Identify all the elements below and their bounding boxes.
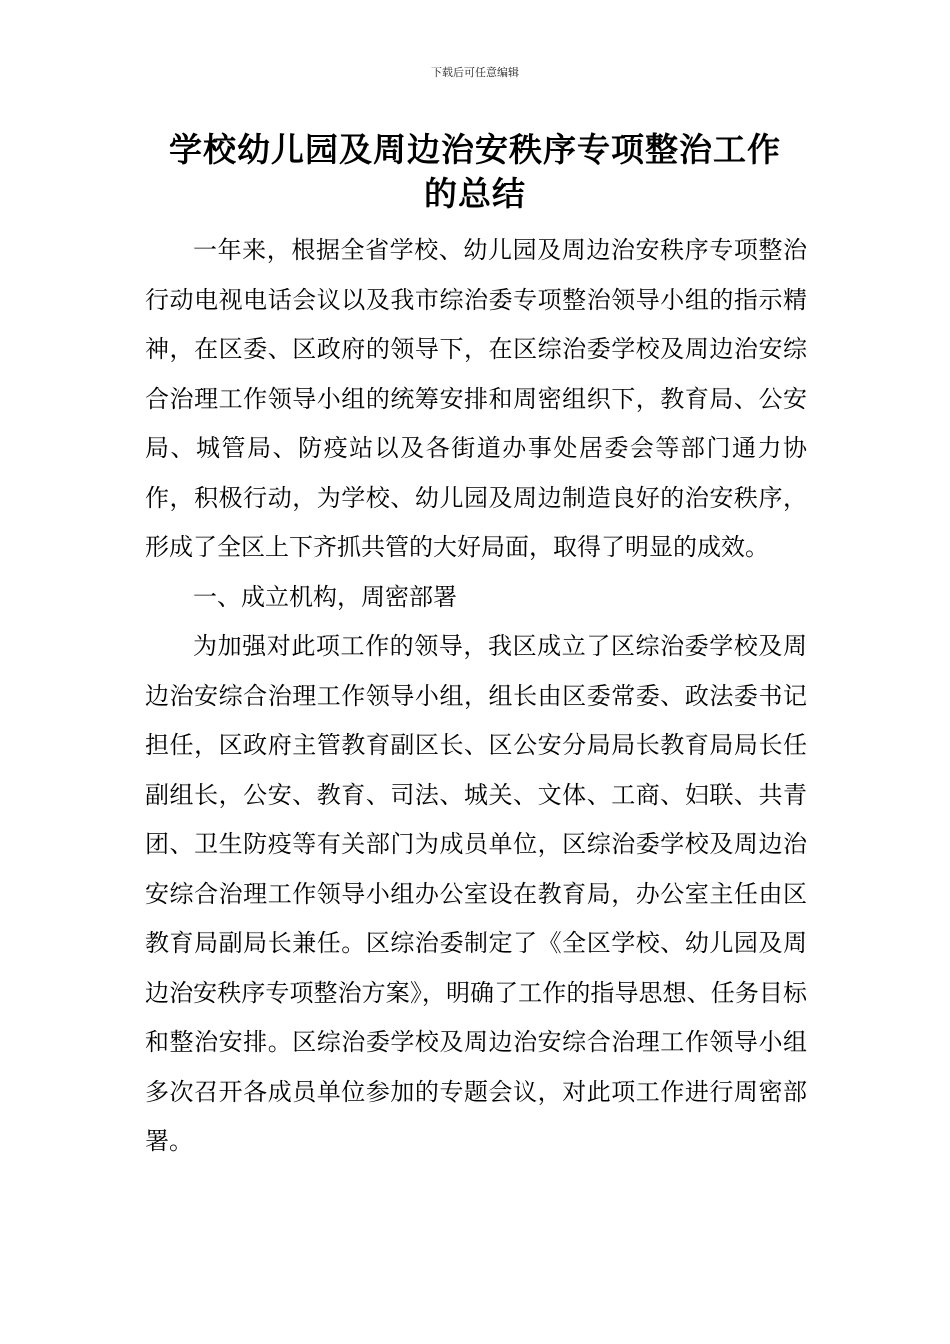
paragraph-intro: 一年来，根据全省学校、幼儿园及周边治安秩序专项整治行动电视电话会议以及我市综治委专项整治领导小组的指示精神，在区委、区政府的领导下，在区综治委学校及周边治安综合治理工作领导小组的统筹安排和周密组织下，教育局、公安局、城管局、防疫站以及各街道办事处居委会等部门通力协作，积极行动，为学校、幼儿园及周边制造良好的治安秩序，形成了全区上下齐抓共管的大好局面，取得了明显的成效。 (145, 236, 807, 561)
title-line-1: 学校幼儿园及周边治安秩序专项整治工作 (169, 130, 781, 169)
document-title (140, 128, 810, 216)
title-line-2: 的总结 (424, 174, 526, 213)
header-note: 下载后可任意编辑 (431, 66, 519, 79)
paragraph-section-1: 为加强对此项工作的领导，我区成立了区综治委学校及周边治安综合治理工作领导小组，组长由区委常委、政法委书记担任，区政府主管教育副区长、区公安分局局长教育局局长任副组长，公安、教育、司法、城关、文体、工商、妇联、共青团、卫生防疫等有关部门为成员单位，区综治委学校及周边治安综合治理工作领导小组办公室设在教育局，办公室主任由区教育局副局长兼任。区综治委制定了《全区学校、幼儿园及周边治安秩序专项整治方案》，明确了工作的指导思想、任务目标和整治安排。区综治委学校及周边治安综合治理工作领导小组多次召开各成员单位参加的专题会议，对此项工作进行周密部署。 (145, 632, 807, 1155)
document-body (145, 226, 807, 1167)
section-heading-1: 一、成立机构，周密部署 (193, 582, 457, 611)
